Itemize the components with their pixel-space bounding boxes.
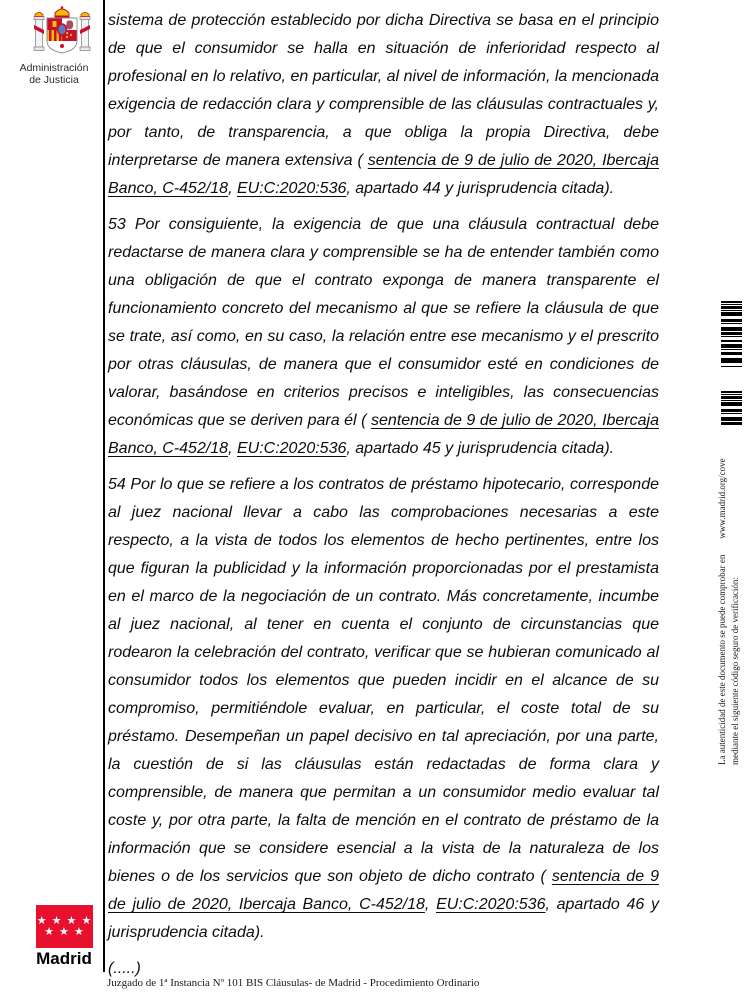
verification-barcode-top — [721, 301, 742, 367]
verification-sentence1: La autenticidad de este documento se puede comprobar en — [717, 554, 727, 765]
madrid-stars-row-bottom: ★ ★ ★ — [44, 925, 85, 938]
spain-coat-of-arms-icon — [33, 6, 91, 60]
verification-line2: mediante el siguiente código seguro de verificación: — [730, 577, 740, 765]
comunidad-de-madrid-flag-icon — [36, 905, 93, 948]
paragraph-54: 54 Por lo que se refiere a los contratos de préstamo hipotecario, corresponde al juez nacional llevar a cabo las comprobaciones necesarias a este respecto, a la vista de todos los elementos de hecho pertinentes, entre los que figuran la publicidad y la información proporcionadas por el prestamista en el marco de la negociación de un contrato. Más concretamente, incumbe al juez nacional, al tener en cuenta el conjunto de circunstancias que rodearon la celebración del contrato, verificar que se hubieran comunicado al consumidor todos los elementos que pueden incidir en el alcance de su compromiso, permitiéndole evaluar, en particular, el coste total de su préstamo. Desempeñan un papel decisivo en tal apreciación, por una parte, la cuestión de si las cláusulas están redactadas de forma clara y comprensible, de manera que permitan a un consumidor medio evaluar tal coste y, por otra parte, la falta de mención en el contrato de préstamo de la información que se considere esencial a la vista de la naturaleza de los bienes o de los servicios que son objeto de dicho contrato ( sentencia de 9 de julio de 2020, Ibercaja Banco, C-452/18, EU:C:2020:536, apartado 46 y jurisprudencia citada). — [108, 476, 659, 941]
footer-court-name: Juzgado de 1ª Instancia Nº 101 BIS Cláusulas- de Madrid - Procedimiento Ordinario — [107, 977, 480, 989]
left-margin-rail — [0, 0, 103, 996]
madrid-stars-row-top: ★ ★ ★ ★ — [36, 914, 93, 927]
verification-rotated-text — [716, 443, 742, 765]
org-label-line1: Administración — [19, 62, 89, 74]
paragraph-53: 53 Por consiguiente, la exigencia de que una cláusula contractual debe redactarse de manera clara y comprensible se ha de entender también como una obligación de que el contrato exponga de manera transparente el funcionamiento concreto del mecanismo al que se refiere la cláusula de que se trate, así como, en su caso, la relación entre ese mecanismo y el prescrito por otras cláusulas, de manera que el consumidor esté en condiciones de valorar, basándose en criterios precisos e inteligibles, las consecuencias económicas que se deriven para él ( sentencia de 9 de julio de 2020, Ibercaja Banco, C-452/18, EU:C:2020:536, apartado 45 y jurisprudencia citada). — [108, 216, 659, 457]
madrid-wordmark: Madrid — [36, 949, 92, 968]
administracion-de-justicia-label — [6, 62, 102, 86]
verification-line1 — [716, 443, 729, 765]
paragraph-continuation: sistema de protección establecido por dicha Directiva se basa en el principio de que el consumidor se halla en situación de inferioridad respecto al profesional en lo relativo, en particular, al nivel de información, la mencionada exigencia de redacción clara y comprensible de las cláusulas contractuales y, por tanto, de transparencia, a que obliga la propia Directiva, debe interpretarse de manera extensiva ( sentencia de 9 de julio de 2020, Ibercaja Banco, C-452/18, EU:C:2020:536, apartado 44 y jurisprudencia citada). — [108, 12, 659, 197]
org-label-line2: de Justicia — [29, 74, 79, 86]
left-vertical-rule — [103, 0, 105, 972]
verification-barcode-bottom — [721, 391, 742, 425]
document-body — [108, 0, 659, 991]
verification-url: www.madrid.org/cove — [717, 458, 727, 539]
paragraph-ellipsis: (.....) — [108, 960, 141, 977]
